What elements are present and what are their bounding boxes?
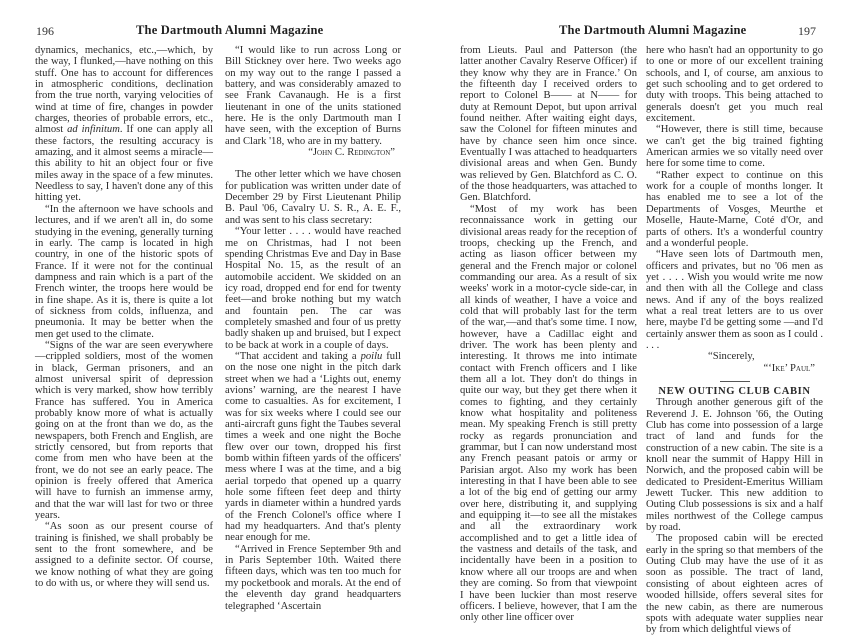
page-number: 197 bbox=[798, 24, 816, 38]
paragraph: from Lieuts. Paul and Patterson (the latter another Cavalry Reserve Officer) if they know why they are in France.’ On the fifteenth day I received orders to report to Colonel B—— at N—— for duty at Remount Depot, but upon arrival found neither. After waiting eight days, saw the Colonel for fifteen minutes and have by chance seen him once since. Eventually I was attached to headquarters divisional areas and when Gen. Bundy was relieved by Gen. Blatchford as C. O. of the those headquarters, was attached to Gen. Blatchford. bbox=[460, 45, 637, 204]
right-page-column-1 bbox=[460, 45, 637, 624]
letter-closing: “Sincerely, bbox=[708, 351, 755, 363]
paragraph: The proposed cabin will be erected early in the spring so that members of the Outing Club may have the use of it as soon as possible. The tract of land, consisting of about eighteen acres of wooded hillside, offers several sites for the new cabin, as there are numerous spots with adequate water supplies near by from which delightful views of bbox=[646, 533, 823, 636]
italic-term: ad infinitum bbox=[67, 124, 120, 136]
left-page-column-1 bbox=[35, 45, 213, 590]
left-page-column-2 bbox=[225, 45, 401, 612]
paragraph: here who hasn't had an opportunity to go to one or more of our excellent training schools, and I, of course, am anxious to get such schooling and to get ordered to duty with troops. This being attached to generals doesn't get you much real excitement. bbox=[646, 45, 823, 125]
paragraph: “Rather expect to continue on this work for a couple of months longer. It has enabled me to see a lot of the Departments of Vosges, Meurthe et Moselle, Haute-Marne, Coté d'Or, and parts of others. It's a wonderful country and a wonderful people. bbox=[646, 169, 823, 249]
left-page bbox=[0, 0, 426, 612]
letter-signature: “‘Ike’ Paul” bbox=[763, 362, 815, 374]
letter-signature: “John C. Redington” bbox=[308, 147, 395, 159]
paragraph: dynamics, mechanics, etc.,—which, by the way, I flunked,—have nothing on this stuff. One has to account for differences in atmospheric conditions, declination from the true north, varying velocities of wind at time of fire, changes in powder charges, theories of probable errors, etc., almost ad infinitum. If one can apply all these factors, the resulting accuracy is amazing, and it almost seems a miracle—this ability to hit an object four or five miles away in the space of a few minutes. Needless to say, I haven't done any of this hitting yet. bbox=[35, 45, 213, 204]
italic-term: poilu bbox=[360, 350, 383, 362]
right-page bbox=[426, 0, 852, 636]
paragraph: “Most of my work has been reconnaissance work in getting our divisional areas ready for the reception of troops, checking up the French, and acting as liason officer between my general and the French major or colonel commanding our area. As a result of six weeks' work in a motor-cycle side-car, in all kinds of weather, I have a voice and cold that will probably last for the term of the war,—and that's some time. I now, however, have a Cadillac eight and driver. The work has been plenty and interesting. It throws me into intimate contact with French officers and I like them all a lot. They don't do things in quite our way, but they get there when it comes to fighting, and they certainly know what hospitality and politeness mean. My speaking French is still pretty rocky as regards pronunciation and grammar, but I can now understand most any French peasant patois or army or Parisian argot. Also my work has been interesting in that I have been able to see a lot of the big end of getting our army over here, distributing it, and supplying and equipping it—to see all the mistakes and all the extraordinary work accomplished and to get a little idea of the vastness and details of the task, and incidentally have been in a position to know where all our troops are and when they are coming. So from that viewpoint I have been luckier than most reserve officers. I believe, however, that I am the only other line officer over bbox=[460, 203, 637, 624]
paragraph: “Your letter . . . . would have reached me on Christmas, had I not been spending Christmas Eve and Day in Base Hospital No. 15, as the result of an automobile accident. We skidded on an icy road, dropped end for end for twenty feet—and broke nothing but my watch and fountain pen. The car was completely smashed and four of us pretty badly shaken up and bruised, but I expect to be back at work in a couple of days. bbox=[225, 226, 401, 351]
paragraph: “Arrived in Frence September 9th and in Paris September 10th. Waited there fifteen days, which was ten too much for my pocketbook and morals. At the end of the eleventh day grand headquarters telegraphed ‘Ascertain bbox=[225, 543, 401, 612]
running-header: The Dartmouth Alumni Magazine bbox=[136, 23, 324, 37]
paragraph: “Have seen lots of Dartmouth men, officers and privates, but no '06 men as yet . . . . Wish you would write me now and then with all the College and class news. And if any of the boys realized what a real treat letters are to us over here, maybe I'd be getting some —and I'd certainly answer them as soon as I could . . . . bbox=[646, 249, 823, 351]
right-page-column-2 bbox=[646, 45, 823, 636]
paragraph: The other letter which we have chosen for publication was written under date of December 29 by First Lieutenant Philip B. Paul '06, Cavalry U. S. R., A. E. F., and was sent to his class secretary: bbox=[225, 169, 401, 226]
paragraph: Through another generous gift of the Reverend J. E. Johnson '66, the Outing Club has come into possession of a large tract of land and funds for the construction of a new cabin. The site is a knoll near the summit of Happy Hill in Norwich, and the proposed cabin will be dedicated to President-Emeritus William Jewett Tucker. This new addition to Outing Club possessions is six and a half miles northwest of the College campus by road. bbox=[646, 397, 823, 534]
section-heading: NEW OUTING CLUB CABIN bbox=[658, 385, 811, 397]
section-divider bbox=[720, 381, 750, 382]
running-header: The Dartmouth Alumni Magazine bbox=[559, 23, 747, 37]
paragraph: “However, there is still time, because we can't get the big trained fighting American armies we so vitally need over here for some time to come. bbox=[646, 124, 823, 170]
paragraph: “In the afternoon we have schools and lectures, and if we aren't all in, do some studying in the evening, generally turning in early. The camp is located in high country, in one of the historic spots of France. If it were not for the continual dampness and rain which is a part of the French winter, the troops here would be in fine shape. As it is, there is quite a lot of sickness from colds, influenza, and pneumonia. It may be better when the men get used to the climate. bbox=[35, 203, 213, 340]
paragraph: “I would like to run across Long or Bill Stickney over here. Two weeks ago on my way out to the range I passed a battery, and was considerably amazed to see Frank Cavanaugh. He is a first lieutenant in one of the units stationed here. He is the only Dartmouth man I have seen, with the exception of Burns and Clark '18, who are in my battery. bbox=[225, 45, 401, 147]
page-number: 196 bbox=[36, 24, 54, 38]
paragraph: “Signs of the war are seen everywhere—crippled soldiers, most of the women in black, German prisoners, and an almost universal spirit of depression which is very marked, show how terribly France has suffered. You in America probably know more of what is actually going on at the front than we do, as the newspapers, both French and English, are strictly censored, but from reports that come from men who have been at the front, we do not see an early peace. The opinion is freely offered that America will have to furnish an immense army, and that the war will last for two or three years. bbox=[35, 339, 213, 522]
spacer bbox=[225, 158, 401, 169]
paragraph: “As soon as our present course of training is finished, we shall probably be sent to the front somewhere, and be assigned to a definite sector. Of course, we know nothing of what they are going to do with us, or where they will send us. bbox=[35, 521, 213, 590]
paragraph: “That accident and taking a poilu full on the nose one night in the pitch dark street when we had a ‘Lights out, enemy avions’ warning, are the nearest I have come to casualties. As for excitement, I was for six weeks where I could see our anti-aircraft guns fight the Taubes several times a week and one night the Boche flew over our town, dropped his first bomb within fifteen yards of the officers' mess where I was at the time, and a big aerial torpedo that opened up a quarry hole some fifteen feet deep and thirty yards in diameter within a hundred yards of the French Colonel's office where I had my headquarters. And that's plenty near enough for me. bbox=[225, 350, 401, 544]
